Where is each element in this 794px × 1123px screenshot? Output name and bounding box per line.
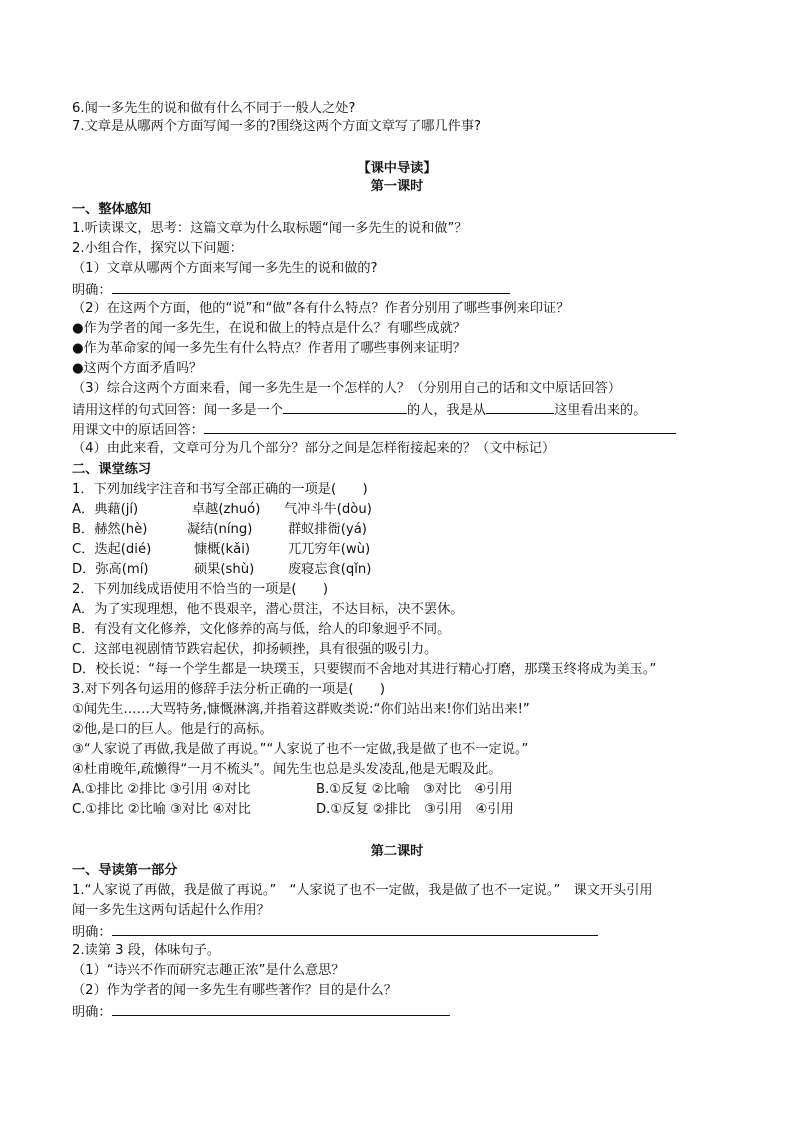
bullet-scholar: ●作为学者的闻一多先生，在说和做上的特点是什么？有哪些成就？ [72, 321, 466, 336]
practice-q2: 2．下列加线成语使用不恰当的一项是( ) [72, 582, 329, 597]
option-text: 卓越(zhuó) [192, 502, 261, 517]
bullet-revolutionary: ●作为革命家的闻一多先生有什么特点？作者用了哪些事例来证明？ [72, 341, 466, 356]
option-b: B.①反复 ②比喻 ③对比 ④引用 [316, 782, 513, 797]
part1-q1-line2: 闻一多先生这两句话起什么作用？ [72, 903, 270, 918]
overall-q1: 1.听读课文，思考：这篇文章为什么取标题“闻一多先生的说和做”？ [72, 221, 468, 236]
overall-q2-1: （1）文章从哪两个方面来写闻一多先生的说和做的? [72, 261, 378, 276]
answer-line-2 [72, 922, 598, 940]
overall-q2-3: （3）综合这两个方面来看，闻一多先生是一个怎样的人？（分别用自己的话和文中原话回答） [72, 381, 622, 396]
practice-q3-s3: ③“人家说了再做,我是做了再说。”“人家说了也不一定做,我是做了也不一定说。” [72, 742, 529, 757]
part1-q2-2: （2）作为学者的闻一多先生有哪些著作？目的是什么？ [72, 983, 397, 998]
option-c: C.①排比 ②比喻 ③对比 ④对比 [72, 802, 251, 817]
option-a: A.①排比 ②排比 ③引用 ④对比 [72, 782, 251, 797]
pattern-part-2: 的人，我是从 [407, 403, 487, 418]
overall-q2-2: （2）在这两个方面，他的“说”和“做”各有什么特点？作者分别用了哪些事例来印证？ [72, 301, 570, 316]
part1-guide-title: 一、导读第一部分 [72, 863, 178, 878]
option-text: 气冲斗牛(dòu) [284, 502, 372, 517]
practice-q2-a: A．为了实现理想，他不畏艰辛，潜心贯注，不达目标，决不罢休。 [72, 602, 464, 617]
question-7: 7.文章是从哪两个方面写闻一多的?围绕这两个方面文章写了哪几件事? [72, 119, 482, 134]
option-text: 兀兀穷年(wù) [288, 542, 371, 557]
practice-q3: 3.对下列各句运用的修辞手法分析正确的一项是( ) [72, 682, 385, 697]
part1-q2-1: （1）“诗兴不作而研究志趣正浓”是什么意思？ [72, 963, 345, 978]
answer-blank[interactable] [112, 280, 510, 294]
practice-title: 二、课堂练习 [72, 462, 152, 477]
option-text: 群蚁排衙(yá) [288, 522, 367, 537]
answer-label: 明确： [72, 1005, 112, 1020]
answer-blank[interactable] [112, 922, 598, 936]
quote-answer-blank[interactable] [204, 420, 676, 434]
answer-line [72, 280, 510, 298]
option-text: 慷概(kǎi) [194, 542, 251, 557]
sentence-pattern-line [72, 400, 646, 418]
practice-q3-s1: ①闻先生……大骂特务,慷慨淋漓,并指着这群败类说:“你们站出来!你们站出来!” [72, 702, 530, 717]
question-6: 6.闻一多先生的说和做有什么不同于一般人之处? [72, 101, 356, 116]
overall-q2: 2.小组合作，探究以下问题： [72, 241, 243, 256]
pattern-part-3: 这里看出来的。 [554, 403, 647, 418]
lesson-1-title: 第一课时 [370, 179, 424, 194]
practice-q3-s2: ②他,是口的巨人。他是行的高标。 [72, 722, 273, 737]
option-text: 废寝忘食(qǐn) [288, 562, 372, 577]
answer-line-3 [72, 1002, 450, 1020]
pattern-blank-2[interactable] [486, 400, 554, 414]
overall-perception-title: 一、整体感知 [72, 202, 152, 217]
practice-q3-s4: ④杜甫晚年,疏懒得“一月不梳头”。闻先生也总是头发凌乱,他是无暇及此。 [72, 762, 502, 777]
option-text: B．赫然(hè) [72, 522, 148, 537]
option-text: D．弥高(mí) [72, 562, 149, 577]
bullet-contradiction: ●这两个方面矛盾吗？ [72, 361, 203, 376]
option-text: C．迭起(dié) [72, 542, 152, 557]
option-d: D.①反复 ②排比 ③引用 ④引用 [316, 802, 514, 817]
part1-q1-line1: 1.“人家说了再做，我是做了再说。” “人家说了也不一定做，我是做了也不一定说。” 课文开头引用 [72, 883, 653, 898]
practice-q2-b: B．有没有文化修养，文化修养的高与低，给人的印象迥乎不同。 [72, 622, 451, 637]
quote-answer-line [72, 420, 676, 438]
practice-q1: 1．下列加线字注音和书写全部正确的一项是( ) [72, 482, 368, 497]
pattern-blank-1[interactable] [283, 400, 407, 414]
pattern-part-1: 请用这样的句式回答：闻一多是一个 [72, 403, 283, 418]
option-text: 凝结(níng) [187, 522, 253, 537]
option-text: 硕果(shù) [194, 562, 255, 577]
part1-q2: 2.读第 3 段，体味句子。 [72, 943, 221, 958]
option-text: A．典藉(jí) [72, 502, 139, 517]
practice-q2-c: C．这部电视剧情节跌宕起伏，抑扬顿挫，具有很强的吸引力。 [72, 642, 438, 657]
answer-label: 明确： [72, 925, 112, 940]
overall-q2-4: （4）由此来看，文章可分为几个部分？部分之间是怎样衔接起来的？（文中标记） [72, 441, 556, 456]
lesson-2-title: 第二课时 [370, 844, 424, 859]
section-heading: 【课中导读】 [357, 161, 437, 176]
answer-blank[interactable] [112, 1002, 450, 1016]
answer-label: 明确： [72, 283, 112, 298]
quote-answer-label: 用课文中的原话回答： [72, 423, 204, 438]
practice-q2-d: D．校长说：“每一个学生都是一块璞玉，只要锲而不舍地对其进行精心打磨，那璞玉终将成为美玉。” [72, 662, 657, 677]
